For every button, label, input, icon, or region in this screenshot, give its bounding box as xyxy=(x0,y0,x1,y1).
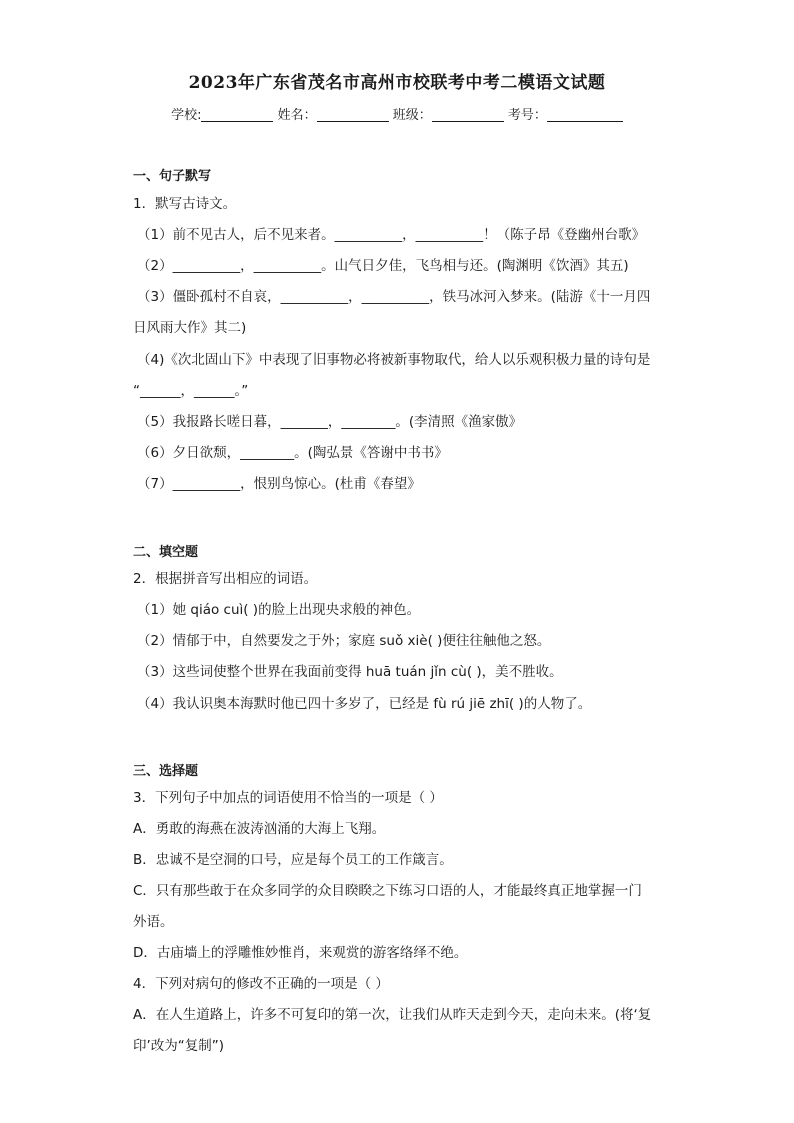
page-title: 2023年广东省茂名市高州市校联考中考二模语文试题 xyxy=(188,73,606,93)
question-3: 3．下列句子中加点的词语使用不恰当的一项是（ ） xyxy=(133,790,443,806)
name-blank xyxy=(317,107,389,122)
question-1-item-2: （2）__________，__________。山气日夕佳，飞鸟相与还。(陶渊明《饮酒》其五) xyxy=(137,258,629,274)
question-2: 2．根据拼音写出相应的词语。 xyxy=(133,571,318,587)
question-1-item-7: （7）__________，恨别鸟惊心。(杜甫《春望》 xyxy=(137,476,421,492)
question-1: 1．默写古诗文。 xyxy=(133,196,237,212)
exam-no-blank xyxy=(547,107,623,122)
section-heading-1: 一、句子默写 xyxy=(133,169,212,184)
question-3-option-a: A．勇敢的海燕在波涛汹涌的大海上飞翔。 xyxy=(133,821,386,837)
class-blank xyxy=(432,107,504,122)
school-label: 学校: xyxy=(171,108,202,123)
question-1-item-6: （6）夕日欲颓，________。(陶弘景《答谢中书书》 xyxy=(137,445,448,461)
name-label: 姓名： xyxy=(277,108,317,123)
question-3-option-b: B．忠诚不是空洞的口号，应是每个员工的工作箴言。 xyxy=(133,852,453,868)
question-1-item-3-cont: 日风雨大作》其二) xyxy=(133,320,247,336)
school-blank xyxy=(201,107,273,122)
section-heading-3: 三、选择题 xyxy=(133,764,199,779)
question-1-item-4: （4)《次北固山下》中表现了旧事物必将被新事物取代，给人以乐观积极力量的诗句是 xyxy=(137,352,651,368)
student-info-row xyxy=(0,104,794,123)
question-2-item-1: （1）她 qiáo cuì( )的脸上出现央求般的神色。 xyxy=(137,602,421,618)
question-2-item-4: （4）我认识奥本海默时他已四十多岁了，已经是 fù rú jiē zhī( )的人物了。 xyxy=(137,696,592,712)
section-heading-2: 二、填空题 xyxy=(133,545,199,560)
question-3-option-d: D．古庙墙上的浮雕惟妙惟肖，来观赏的游客络绎不绝。 xyxy=(133,945,468,961)
question-1-item-5: （5）我报路长嗟日暮，_______，________。(李清照《渔家傲》 xyxy=(137,414,523,430)
question-2-item-3: （3）这些词使整个世界在我面前变得 huā tuán jǐn cù( )，美不胜收。 xyxy=(137,664,563,680)
question-4-option-a-cont: 印’改为“复制”) xyxy=(133,1038,225,1054)
question-4: 4．下列对病句的修改不正确的一项是（ ） xyxy=(133,976,389,992)
question-4-option-a: A．在人生道路上，许多不可复印的第一次，让我们从昨天走到今天，走向未来。(将‘复 xyxy=(133,1007,652,1023)
exam-no-label: 考号： xyxy=(507,108,547,123)
question-1-item-1: （1）前不见古人，后不见来者。__________，__________！（陈子昂《登幽州台歌》 xyxy=(137,227,646,243)
question-1-item-4-cont: “______，______。” xyxy=(133,383,249,399)
question-3-option-c: C．只有那些敢于在众多同学的众目睽睽之下练习口语的人，才能最终真正地掌握一门 xyxy=(133,883,642,899)
question-1-item-3: （3）僵卧孤村不自哀，__________，__________，铁马冰河入梦来。(陆游《十一月四 xyxy=(137,289,651,305)
class-label: 班级： xyxy=(392,108,432,123)
question-2-item-2: （2）情郁于中，自然要发之于外；家庭 suǒ xiè( )便往往触他之怒。 xyxy=(137,633,551,649)
question-3-option-c-cont: 外语。 xyxy=(133,914,174,930)
